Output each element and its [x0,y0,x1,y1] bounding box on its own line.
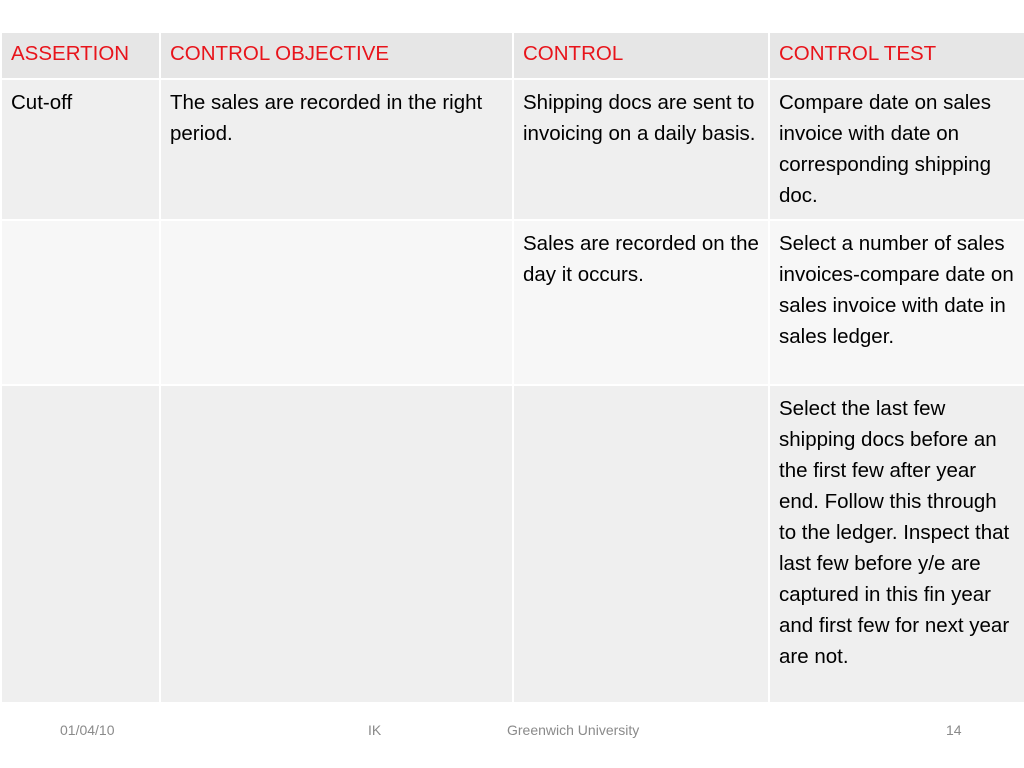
header-control-objective: CONTROL OBJECTIVE [160,32,513,79]
footer-institution: Greenwich University [507,722,640,738]
header-control-test: CONTROL TEST [769,32,1024,79]
header-assertion: ASSERTION [1,32,160,79]
cell-control-objective: The sales are recorded in the right period. [160,79,513,220]
cell-control-objective [160,385,513,703]
controls-table [0,31,1024,704]
footer-author: IK [368,722,382,738]
table-row [1,385,1024,703]
table-row [1,79,1024,220]
cell-assertion [1,385,160,703]
cell-control-objective [160,220,513,385]
cell-control-test: Select the last few shipping docs before an the first few after year end. Follow this through to the ledger. Inspect that last few before y/e are captured in this fin year and first few for next year are not. [769,385,1024,703]
footer-page-number: 14 [946,722,962,738]
cell-control: Sales are recorded on the day it occurs. [513,220,769,385]
cell-assertion: Cut-off [1,79,160,220]
footer-date: 01/04/10 [60,722,115,738]
cell-control-test: Compare date on sales invoice with date on corresponding shipping doc. [769,79,1024,220]
header-control: CONTROL [513,32,769,79]
cell-control-test: Select a number of sales invoices-compare date on sales invoice with date in sales ledger. [769,220,1024,385]
table-header-row [1,32,1024,79]
slide-footer [0,722,1024,746]
cell-assertion [1,220,160,385]
cell-control [513,385,769,703]
cell-control: Shipping docs are sent to invoicing on a daily basis. [513,79,769,220]
table-row [1,220,1024,385]
